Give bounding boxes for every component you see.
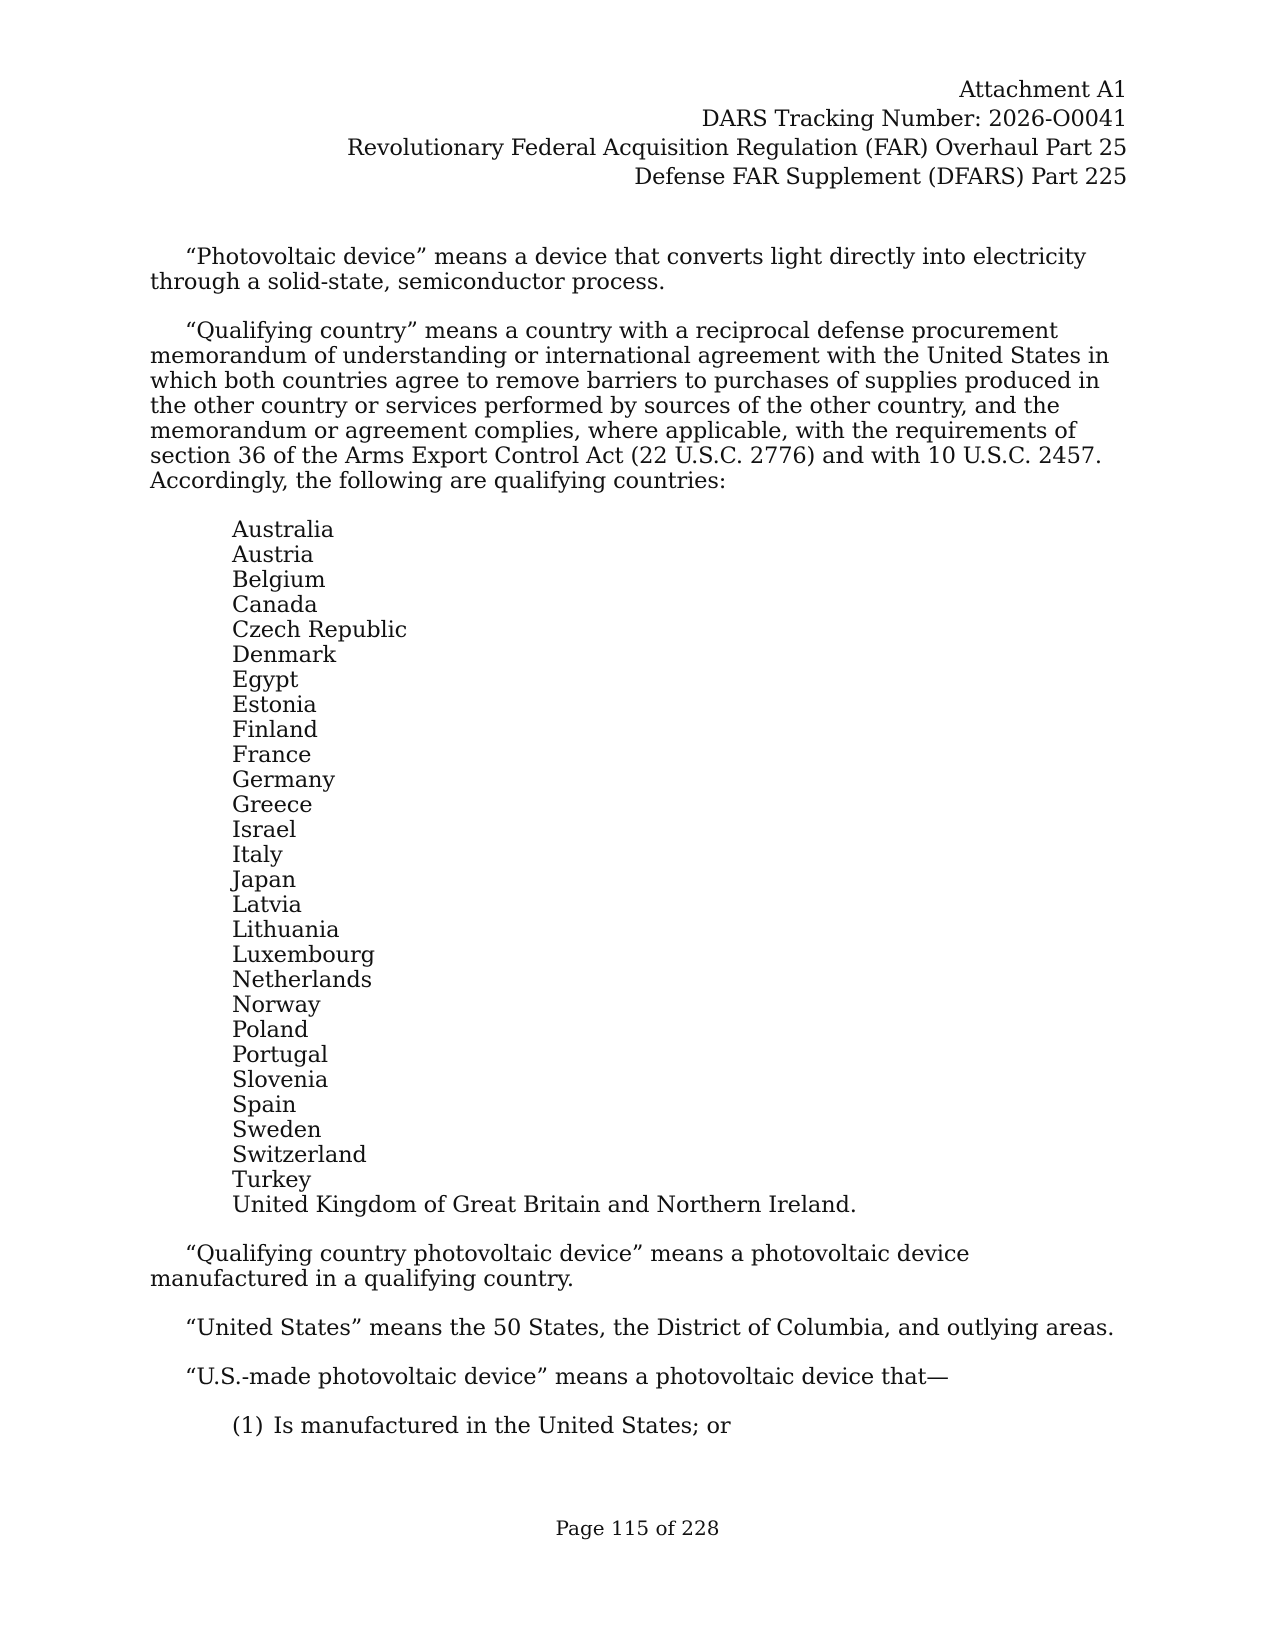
list-item: Luxembourg: [232, 942, 375, 968]
list-item: Finland: [232, 717, 318, 743]
list-item: Turkey: [232, 1167, 312, 1193]
definition-united-states: “United States” means the 50 States, the District of Columbia, and outlying areas.: [185, 1315, 1115, 1341]
sub-item-text: Is manufactured in the United States; or: [273, 1413, 731, 1439]
document-subtitle: Defense FAR Supplement (DFARS) Part 225: [634, 164, 1127, 190]
list-item: Czech Republic: [232, 617, 408, 643]
list-item: United Kingdom of Great Britain and Northern Ireland.: [232, 1192, 857, 1218]
list-item: Germany: [232, 767, 335, 793]
list-item: Belgium: [232, 567, 326, 593]
list-item: Slovenia: [232, 1067, 329, 1093]
list-item: Estonia: [232, 692, 317, 718]
sub-item-1: [232, 1414, 1130, 1439]
page-header: [347, 76, 1127, 192]
list-item: Italy: [232, 842, 283, 868]
list-item: Poland: [232, 1017, 309, 1043]
list-item: Israel: [232, 817, 297, 843]
list-item: France: [232, 742, 312, 768]
definition-qualifying-country-pv: “Qualifying country photovoltaic device” means a photovoltaic device manufactured in a qualifying country.: [150, 1241, 970, 1292]
list-item: Lithuania: [232, 917, 340, 943]
tracking-number: DARS Tracking Number: 2026-O0041: [701, 106, 1127, 132]
definition-us-made-pv: “U.S.-made photovoltaic device” means a photovoltaic device that—: [185, 1364, 949, 1390]
list-item: Netherlands: [232, 967, 373, 993]
definition-qualifying-country: “Qualifying country” means a country with a reciprocal defense procurement memorandum of understanding or international agreement with the United States in which both countries agree to remove barriers to purchases of supplies produced in the other country or services performed by sources of the other country, and the memorandum or agreement complies, where applicable, with the requirements of section 36 of the Arms Export Control Act (22 U.S.C. 2776) and with 10 U.S.C. 2457. Accordingly, the following are qualifying countries:: [150, 318, 1110, 494]
list-item: Latvia: [232, 892, 302, 918]
list-item: Austria: [232, 542, 314, 568]
attachment-label: Attachment A1: [959, 77, 1127, 103]
list-item: Japan: [232, 867, 296, 893]
list-item: Sweden: [232, 1117, 322, 1143]
list-item: Norway: [232, 992, 321, 1018]
list-item: Greece: [232, 792, 313, 818]
list-item: Denmark: [232, 642, 336, 668]
page-number: Page 115 of 228: [555, 1516, 720, 1540]
definition-photovoltaic-device: “Photovoltaic device” means a device that converts light directly into electricity through a solid-state, semiconductor process.: [150, 244, 1087, 295]
list-item: Portugal: [232, 1042, 328, 1068]
list-item: Egypt: [232, 667, 299, 693]
qualifying-country-list: [232, 518, 1130, 1218]
list-item: Spain: [232, 1092, 297, 1118]
document-body: [150, 245, 1130, 1439]
sub-item-number: (1): [232, 1413, 264, 1439]
list-item: Australia: [232, 517, 334, 543]
document-title: Revolutionary Federal Acquisition Regulation (FAR) Overhaul Part 25: [347, 135, 1127, 161]
list-item: Switzerland: [232, 1142, 367, 1168]
list-item: Canada: [232, 592, 318, 618]
